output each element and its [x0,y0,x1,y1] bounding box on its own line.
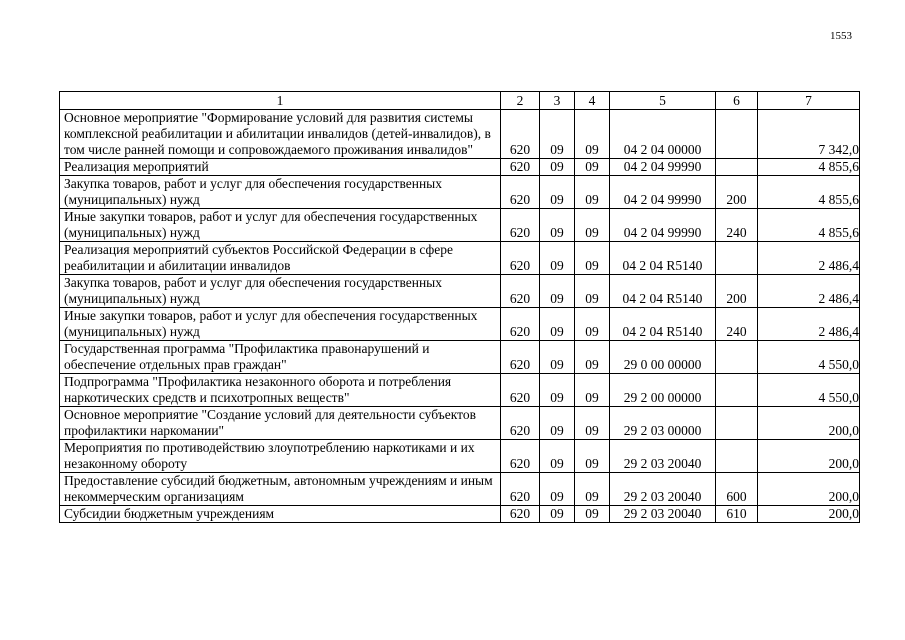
row-sum: 4 550,0 [758,374,860,407]
row-name: Основное мероприятие "Создание условий для деятельности субъектов профилактики наркомании" [60,407,501,440]
row-name: Государственная программа "Профилактика правонарушений и обеспечение отдельных прав граждан" [60,341,501,374]
table-row [60,374,860,407]
row-vr [716,242,758,275]
row-vr [716,159,758,176]
header-col-7: 7 [758,92,860,110]
row-name: Закупка товаров, работ и услуг для обеспечения государственных (муниципальных) нужд [60,275,501,308]
row-vr [716,407,758,440]
row-sum: 7 342,0 [758,110,860,159]
row-sum: 2 486,4 [758,275,860,308]
row-csr: 04 2 04 99990 [610,176,716,209]
row-rz: 09 [540,473,575,506]
row-ved: 620 [501,407,540,440]
row-pr: 09 [575,374,610,407]
row-ved: 620 [501,209,540,242]
row-sum: 4 855,6 [758,209,860,242]
row-name: Мероприятия по противодействию злоупотреблению наркотиками и их незаконному обороту [60,440,501,473]
table-row [60,110,860,159]
row-csr: 29 2 03 20040 [610,506,716,523]
row-pr: 09 [575,209,610,242]
row-vr [716,110,758,159]
row-vr: 200 [716,176,758,209]
row-vr: 240 [716,308,758,341]
row-pr: 09 [575,159,610,176]
row-ved: 620 [501,473,540,506]
row-rz: 09 [540,275,575,308]
row-sum: 2 486,4 [758,308,860,341]
table-row [60,308,860,341]
row-pr: 09 [575,473,610,506]
row-rz: 09 [540,209,575,242]
row-rz: 09 [540,506,575,523]
row-rz: 09 [540,159,575,176]
row-rz: 09 [540,341,575,374]
row-ved: 620 [501,110,540,159]
row-csr: 29 2 00 00000 [610,374,716,407]
row-pr: 09 [575,506,610,523]
row-name: Реализация мероприятий субъектов Российской Федерации в сфере реабилитации и абилитации инвалидов [60,242,501,275]
row-csr: 04 2 04 R5140 [610,275,716,308]
row-ved: 620 [501,374,540,407]
row-sum: 4 855,6 [758,176,860,209]
row-sum: 4 855,6 [758,159,860,176]
row-vr [716,374,758,407]
row-ved: 620 [501,159,540,176]
row-csr: 29 2 03 20040 [610,473,716,506]
row-name: Закупка товаров, работ и услуг для обеспечения государственных (муниципальных) нужд [60,176,501,209]
row-pr: 09 [575,176,610,209]
row-name: Реализация мероприятий [60,159,501,176]
row-sum: 200,0 [758,473,860,506]
row-pr: 09 [575,275,610,308]
row-rz: 09 [540,374,575,407]
table-row [60,176,860,209]
row-vr: 600 [716,473,758,506]
table-row [60,407,860,440]
row-csr: 04 2 04 R5140 [610,308,716,341]
row-vr: 240 [716,209,758,242]
header-col-1: 1 [60,92,501,110]
row-rz: 09 [540,407,575,440]
row-csr: 04 2 04 00000 [610,110,716,159]
row-pr: 09 [575,308,610,341]
row-name: Предоставление субсидий бюджетным, автономным учреждениям и иным некоммерческим организациям [60,473,501,506]
row-ved: 620 [501,341,540,374]
row-ved: 620 [501,506,540,523]
row-ved: 620 [501,176,540,209]
row-rz: 09 [540,110,575,159]
row-vr: 200 [716,275,758,308]
row-ved: 620 [501,242,540,275]
row-name: Основное мероприятие "Формирование условий для развития системы комплексной реабилитации и абилитации инвалидов (детей-инвалидов), в том числе ранней помощи и сопровождаемого проживания инвалидов" [60,110,501,159]
row-csr: 29 2 03 00000 [610,407,716,440]
row-sum: 2 486,4 [758,242,860,275]
row-name: Подпрограмма "Профилактика незаконного оборота и потребления наркотических средств и психотропных веществ" [60,374,501,407]
row-sum: 200,0 [758,440,860,473]
header-col-3: 3 [540,92,575,110]
table-row [60,242,860,275]
row-name: Субсидии бюджетным учреждениям [60,506,501,523]
row-vr [716,341,758,374]
table-row [60,209,860,242]
header-row [60,92,860,110]
row-pr: 09 [575,440,610,473]
row-vr: 610 [716,506,758,523]
table-row [60,159,860,176]
row-vr [716,440,758,473]
row-ved: 620 [501,275,540,308]
row-csr: 04 2 04 R5140 [610,242,716,275]
row-rz: 09 [540,440,575,473]
row-csr: 29 2 03 20040 [610,440,716,473]
row-ved: 620 [501,308,540,341]
header-col-2: 2 [501,92,540,110]
row-sum: 4 550,0 [758,341,860,374]
row-name: Иные закупки товаров, работ и услуг для обеспечения государственных (муниципальных) нужд [60,209,501,242]
row-sum: 200,0 [758,506,860,523]
budget-table [59,91,860,523]
row-pr: 09 [575,110,610,159]
row-csr: 29 0 00 00000 [610,341,716,374]
header-col-5: 5 [610,92,716,110]
row-csr: 04 2 04 99990 [610,159,716,176]
table-row [60,473,860,506]
row-pr: 09 [575,242,610,275]
header-col-6: 6 [716,92,758,110]
header-col-4: 4 [575,92,610,110]
row-rz: 09 [540,176,575,209]
row-pr: 09 [575,407,610,440]
table-row [60,440,860,473]
row-rz: 09 [540,308,575,341]
row-rz: 09 [540,242,575,275]
row-name: Иные закупки товаров, работ и услуг для обеспечения государственных (муниципальных) нужд [60,308,501,341]
row-pr: 09 [575,341,610,374]
row-csr: 04 2 04 99990 [610,209,716,242]
table-row [60,506,860,523]
table-row [60,341,860,374]
row-sum: 200,0 [758,407,860,440]
row-ved: 620 [501,440,540,473]
page-number: 1553 [830,30,852,42]
table-row [60,275,860,308]
